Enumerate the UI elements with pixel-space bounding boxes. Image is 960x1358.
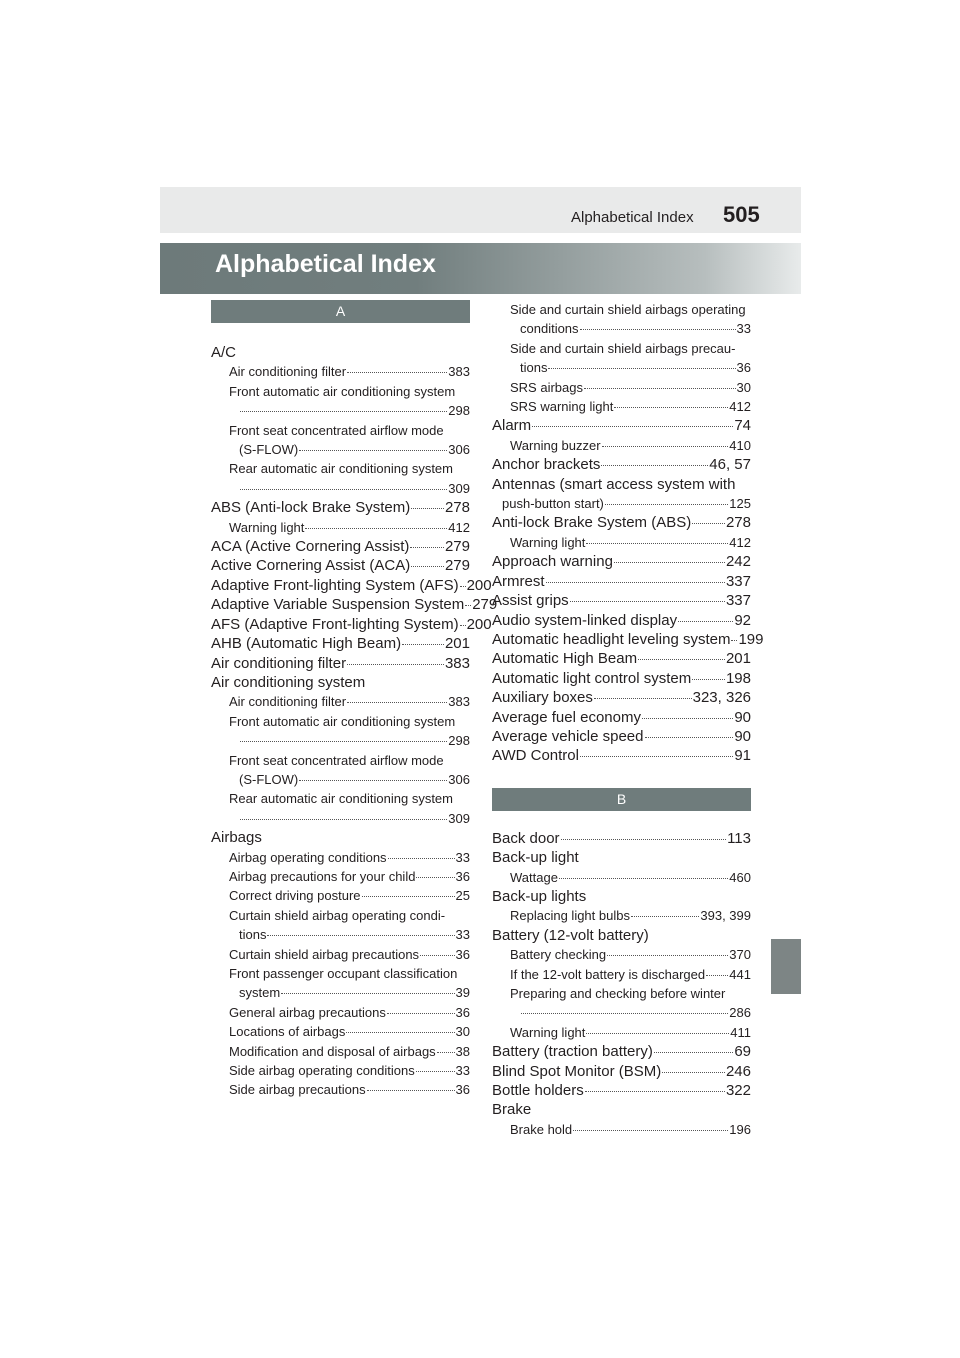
index-entry — [211, 906, 470, 925]
dot-leader — [420, 955, 454, 956]
index-entry — [211, 945, 470, 964]
index-entry — [492, 1042, 751, 1061]
index-term: ABS (Anti-lock Brake System) — [211, 499, 411, 517]
page-reference[interactable]: 460 — [729, 869, 751, 885]
index-term: Replacing light bulbs — [510, 908, 630, 924]
index-entry — [211, 925, 470, 944]
index-term: Side airbag precautions — [229, 1082, 366, 1098]
dot-leader — [411, 508, 444, 509]
page-reference[interactable]: 36 — [455, 946, 470, 962]
dot-leader — [584, 388, 736, 389]
index-list-a-left — [211, 343, 498, 1100]
index-term: General airbag precautions — [229, 1004, 386, 1020]
page-reference[interactable]: 383 — [448, 364, 470, 380]
page-reference[interactable]: 242 — [725, 553, 751, 571]
index-entry — [211, 712, 470, 731]
index-column-left — [211, 300, 498, 1100]
dot-leader — [388, 858, 455, 859]
page-reference[interactable]: 39 — [455, 985, 470, 1001]
index-term: Anchor brackets — [492, 456, 601, 474]
dot-leader — [521, 1013, 728, 1014]
dot-leader — [559, 878, 728, 879]
index-term: Modification and disposal of airbags — [229, 1043, 436, 1059]
index-entry — [211, 809, 470, 828]
dot-leader — [532, 426, 733, 427]
dot-leader — [631, 916, 699, 917]
index-term: Active Cornering Assist (ACA) — [211, 557, 411, 575]
index-entry — [211, 886, 470, 905]
page-reference[interactable]: 383 — [448, 694, 470, 710]
page-reference[interactable]: 279 — [444, 538, 470, 556]
index-entry — [211, 789, 470, 808]
index-term: Average fuel economy — [492, 708, 641, 726]
index-entry — [492, 868, 751, 887]
page-reference[interactable]: 298 — [448, 733, 470, 749]
index-term: Brake hold — [510, 1121, 573, 1137]
index-entry — [492, 300, 751, 319]
index-entry — [492, 708, 751, 727]
index-entry — [492, 1100, 751, 1119]
dot-leader — [416, 1071, 455, 1072]
dot-leader — [346, 1032, 454, 1033]
page-reference[interactable]: 36 — [455, 1004, 470, 1020]
page-reference[interactable]: 200 — [466, 615, 492, 633]
page-reference[interactable]: 298 — [448, 403, 470, 419]
index-term: (S-FLOW) — [239, 442, 299, 458]
index-entry — [211, 654, 470, 673]
index-term: Battery checking — [510, 947, 607, 963]
page-reference[interactable]: 441 — [729, 966, 751, 982]
page-reference[interactable]: 278 — [725, 514, 751, 532]
dot-leader — [465, 605, 471, 606]
index-term: Front automatic air conditioning system — [229, 383, 456, 399]
index-entry — [492, 848, 751, 867]
index-term: Locations of airbags — [229, 1024, 346, 1040]
index-term: Rear automatic air conditioning system — [229, 791, 453, 807]
page-reference[interactable]: 25 — [455, 888, 470, 904]
page-reference[interactable]: 74 — [734, 417, 751, 435]
index-term: Auxiliary boxes — [492, 689, 593, 707]
index-entry — [492, 591, 751, 610]
page-reference[interactable]: 90 — [734, 708, 751, 726]
index-entry — [492, 552, 751, 571]
dot-leader — [570, 601, 725, 602]
index-entry — [211, 983, 470, 1002]
page-reference[interactable]: 199 — [738, 630, 764, 648]
index-term: conditions — [520, 321, 579, 337]
index-entry — [492, 513, 751, 532]
index-term: system — [239, 985, 281, 1001]
dot-leader — [662, 1072, 725, 1073]
index-entry — [492, 455, 751, 474]
index-term: (S-FLOW) — [239, 771, 299, 787]
index-term: Assist grips — [492, 592, 569, 610]
dot-leader — [460, 586, 466, 587]
index-term: Front passenger occupant classification — [229, 966, 458, 981]
dot-leader — [678, 621, 733, 622]
index-term: Average vehicle speed — [492, 727, 644, 745]
index-entry — [211, 498, 470, 517]
index-term: Curtain shield airbag operating condi- — [229, 907, 446, 923]
page-reference[interactable]: 201 — [725, 650, 751, 668]
index-entry — [492, 378, 751, 397]
index-term: Blind Spot Monitor (BSM) — [492, 1062, 662, 1080]
index-term: Preparing and checking before winter — [510, 986, 726, 1001]
index-entry — [211, 828, 470, 847]
dot-leader — [692, 523, 725, 524]
page-reference[interactable]: 309 — [448, 810, 470, 826]
dot-leader — [411, 566, 444, 567]
dot-leader — [416, 877, 454, 878]
index-term: Side and curtain shield airbags operating — [510, 302, 746, 317]
index-entry — [492, 358, 751, 377]
index-entry — [211, 440, 470, 459]
dot-leader — [602, 446, 729, 447]
dot-leader — [281, 993, 454, 994]
index-entry — [211, 731, 470, 750]
index-entry — [492, 669, 751, 688]
page-reference[interactable]: 412 — [729, 534, 751, 550]
page-reference[interactable]: 113 — [727, 829, 751, 847]
index-entry — [211, 459, 470, 478]
index-term: AWD Control — [492, 747, 579, 765]
index-entry — [492, 611, 751, 630]
page-reference[interactable]: 246 — [725, 1062, 751, 1080]
page-reference[interactable]: 306 — [448, 771, 470, 787]
page-reference[interactable]: 33 — [455, 849, 470, 865]
index-term: SRS airbags — [510, 379, 583, 395]
index-entry — [492, 416, 751, 435]
page-reference[interactable]: 33 — [736, 321, 751, 337]
page-reference[interactable]: 278 — [444, 499, 470, 517]
index-term: A/C — [211, 344, 237, 361]
index-term: push-button start) — [502, 496, 604, 512]
index-entry — [211, 751, 470, 770]
index-entry — [211, 343, 470, 362]
dot-leader — [607, 955, 728, 956]
index-entry — [492, 319, 751, 338]
page-reference[interactable]: 323, 326 — [692, 689, 751, 707]
page-reference[interactable]: 36 — [455, 868, 470, 884]
dot-leader — [580, 756, 733, 757]
page-reference[interactable]: 309 — [448, 480, 470, 496]
index-term: Brake — [492, 1101, 532, 1119]
index-entry — [492, 572, 751, 591]
index-term: SRS warning light — [510, 399, 614, 415]
index-term: Correct driving posture — [229, 888, 361, 904]
dot-leader — [402, 644, 444, 645]
index-entry — [211, 537, 470, 556]
dot-leader — [437, 1052, 455, 1053]
dot-leader — [305, 528, 447, 529]
index-term: Back-up lights — [492, 887, 587, 905]
index-term: Wattage — [510, 869, 558, 885]
index-entry — [492, 746, 751, 765]
index-entry — [211, 1061, 470, 1080]
page-reference[interactable]: 46, 57 — [709, 456, 751, 474]
page-reference[interactable]: 410 — [729, 437, 751, 453]
index-entry — [492, 945, 751, 964]
index-term: Air conditioning filter — [229, 694, 347, 710]
index-entry — [492, 887, 751, 906]
index-term: AFS (Adaptive Front-lighting System) — [211, 615, 459, 633]
index-entry — [211, 518, 470, 537]
index-entry — [492, 1081, 751, 1100]
index-term: Air conditioning system — [211, 673, 366, 691]
index-term: Automatic High Beam — [492, 650, 638, 668]
dot-leader — [586, 543, 728, 544]
page-reference[interactable]: 279 — [472, 596, 498, 614]
dot-leader — [299, 450, 447, 451]
index-term: Side airbag operating conditions — [229, 1063, 415, 1079]
index-term: Armrest — [492, 572, 545, 590]
page-reference[interactable]: 393, 399 — [700, 908, 751, 924]
index-entry — [211, 848, 470, 867]
page-reference[interactable]: 196 — [729, 1121, 751, 1137]
index-entry — [211, 634, 470, 653]
index-term: Bottle holders — [492, 1082, 584, 1100]
index-list-b — [492, 829, 751, 1140]
section-tab-marker — [771, 939, 801, 994]
index-entry — [492, 1120, 751, 1139]
index-term: Antennas (smart access system with — [492, 475, 736, 493]
page-reference[interactable]: 383 — [444, 654, 470, 672]
page-reference[interactable]: 36 — [455, 1082, 470, 1098]
dot-leader — [299, 780, 447, 781]
index-term: Automatic light control system — [492, 669, 692, 687]
index-term: Rear automatic air conditioning system — [229, 461, 453, 477]
page-reference[interactable]: 36 — [736, 360, 751, 376]
index-entry — [211, 867, 470, 886]
index-term: ACA (Active Cornering Assist) — [211, 538, 410, 556]
index-entry — [211, 421, 470, 440]
index-entry — [211, 673, 470, 692]
page-reference[interactable]: 33 — [455, 1063, 470, 1079]
index-entry — [211, 1022, 470, 1041]
index-entry — [492, 829, 751, 848]
index-term: Back door — [492, 829, 560, 847]
dot-leader — [347, 664, 444, 665]
index-entry — [211, 401, 470, 420]
page-reference[interactable]: 411 — [730, 1024, 751, 1040]
page-reference[interactable]: 412 — [448, 519, 470, 535]
dot-leader — [638, 659, 725, 660]
index-term: Warning light — [510, 534, 586, 550]
index-term: Automatic headlight leveling system — [492, 630, 731, 648]
index-entry — [211, 1042, 470, 1061]
page-number: 505 — [723, 202, 760, 227]
index-entry — [492, 688, 751, 707]
index-entry — [492, 533, 751, 552]
page-reference[interactable]: 286 — [729, 1005, 751, 1021]
index-term: Front seat concentrated airflow mode — [229, 752, 444, 768]
index-entry — [492, 926, 751, 945]
dot-leader — [645, 737, 734, 738]
dot-leader — [548, 368, 735, 369]
index-entry — [492, 1062, 751, 1081]
index-term: AHB (Automatic High Beam) — [211, 635, 402, 653]
index-entry — [211, 556, 470, 575]
dot-leader — [546, 582, 725, 583]
index-term: Curtain shield airbag precautions — [229, 946, 420, 962]
index-term: Air conditioning filter — [229, 364, 347, 380]
index-entry — [211, 362, 470, 381]
index-entry — [211, 1003, 470, 1022]
page-reference[interactable]: 90 — [734, 727, 751, 745]
page-reference[interactable]: 412 — [729, 399, 751, 415]
index-entry — [492, 649, 751, 668]
index-entry — [211, 576, 492, 595]
page-reference[interactable]: 370 — [729, 947, 751, 963]
page-reference[interactable]: 201 — [444, 635, 470, 653]
dot-leader — [594, 698, 692, 699]
index-term: Airbags — [211, 829, 262, 847]
page-reference[interactable]: 200 — [466, 576, 492, 594]
page-reference[interactable]: 30 — [455, 1024, 470, 1040]
dot-leader — [240, 489, 447, 490]
dot-leader — [347, 372, 447, 373]
dot-leader — [654, 1052, 733, 1053]
index-term: Side and curtain shield airbags precau- — [510, 340, 736, 356]
dot-leader — [731, 640, 737, 641]
index-entry — [492, 339, 751, 358]
index-term: Airbag precautions for your child — [229, 868, 416, 884]
dot-leader — [347, 702, 447, 703]
dot-leader — [614, 562, 725, 563]
index-entry — [492, 397, 751, 416]
index-term: Back-up light — [492, 849, 579, 867]
dot-leader — [642, 718, 733, 719]
index-term: Front automatic air conditioning system — [229, 713, 456, 729]
index-term: Air conditioning filter — [211, 654, 347, 672]
dot-leader — [586, 1033, 729, 1034]
index-entry — [211, 382, 470, 401]
index-entry — [211, 964, 470, 983]
index-entry — [492, 965, 751, 984]
index-list-a-right — [492, 300, 764, 766]
index-term: Airbag operating conditions — [229, 849, 387, 865]
page-reference[interactable]: 30 — [736, 379, 751, 395]
page-reference[interactable]: 337 — [725, 572, 751, 590]
dot-leader — [362, 896, 455, 897]
index-entry — [492, 475, 751, 494]
page-reference[interactable]: 337 — [725, 592, 751, 610]
index-term: Front seat concentrated airflow mode — [229, 422, 444, 438]
index-term: Battery (12-volt battery) — [492, 926, 649, 944]
index-entry — [211, 1080, 470, 1099]
page-reference[interactable]: 198 — [725, 669, 751, 687]
dot-leader — [267, 935, 454, 936]
index-entry — [492, 630, 764, 649]
page-reference[interactable]: 125 — [729, 496, 751, 512]
index-entry — [211, 479, 470, 498]
header-bar — [160, 187, 801, 233]
dot-leader — [585, 1091, 725, 1092]
dot-leader — [614, 407, 728, 408]
dot-leader — [410, 547, 444, 548]
page-reference[interactable]: 33 — [455, 927, 470, 943]
header-title: Alphabetical Index — [571, 209, 694, 226]
index-entry — [211, 615, 492, 634]
index-entry — [492, 1023, 751, 1042]
page-reference[interactable]: 322 — [725, 1082, 751, 1100]
page-reference[interactable]: 91 — [734, 747, 751, 765]
index-entry — [492, 727, 751, 746]
index-term: Approach warning — [492, 553, 613, 571]
dot-leader — [240, 741, 447, 742]
index-column-right — [492, 300, 764, 1139]
index-term: If the 12-volt battery is discharged — [510, 966, 706, 982]
page-title: Alphabetical Index — [215, 250, 436, 278]
dot-leader — [240, 411, 447, 412]
index-entry — [492, 436, 751, 455]
index-term: Adaptive Variable Suspension System — [211, 596, 465, 614]
index-term: Adaptive Front-lighting System (AFS) — [211, 576, 459, 594]
dot-leader — [692, 679, 725, 680]
index-entry — [211, 770, 470, 789]
index-term: Audio system-linked display — [492, 611, 678, 629]
index-entry — [492, 906, 751, 925]
page-reference[interactable]: 279 — [444, 557, 470, 575]
dot-leader — [367, 1090, 455, 1091]
index-entry — [211, 692, 470, 711]
dot-leader — [580, 329, 736, 330]
dot-leader — [240, 819, 447, 820]
section-header-a: A — [211, 300, 470, 323]
index-term: Battery (traction battery) — [492, 1043, 653, 1061]
dot-leader — [561, 839, 727, 840]
index-term: tions — [520, 360, 548, 376]
index-entry — [492, 1003, 751, 1022]
dot-leader — [605, 504, 728, 505]
dot-leader — [460, 625, 466, 626]
dot-leader — [387, 1013, 455, 1014]
index-term: Warning light — [229, 519, 305, 535]
page-reference[interactable]: 306 — [448, 442, 470, 458]
section-header-b: B — [492, 788, 751, 811]
page-reference[interactable]: 69 — [734, 1043, 751, 1061]
page-reference[interactable]: 92 — [734, 611, 751, 629]
index-term: Warning light — [510, 1024, 586, 1040]
index-entry — [492, 984, 751, 1003]
index-term: Alarm — [492, 417, 532, 435]
dot-leader — [601, 465, 708, 466]
index-entry — [492, 494, 751, 513]
index-term: Warning buzzer — [510, 437, 601, 453]
index-term: Anti-lock Brake System (ABS) — [492, 514, 692, 532]
index-entry — [211, 595, 498, 614]
page-reference[interactable]: 38 — [455, 1043, 470, 1059]
dot-leader — [706, 975, 728, 976]
dot-leader — [573, 1130, 728, 1131]
index-term: tions — [239, 927, 267, 943]
